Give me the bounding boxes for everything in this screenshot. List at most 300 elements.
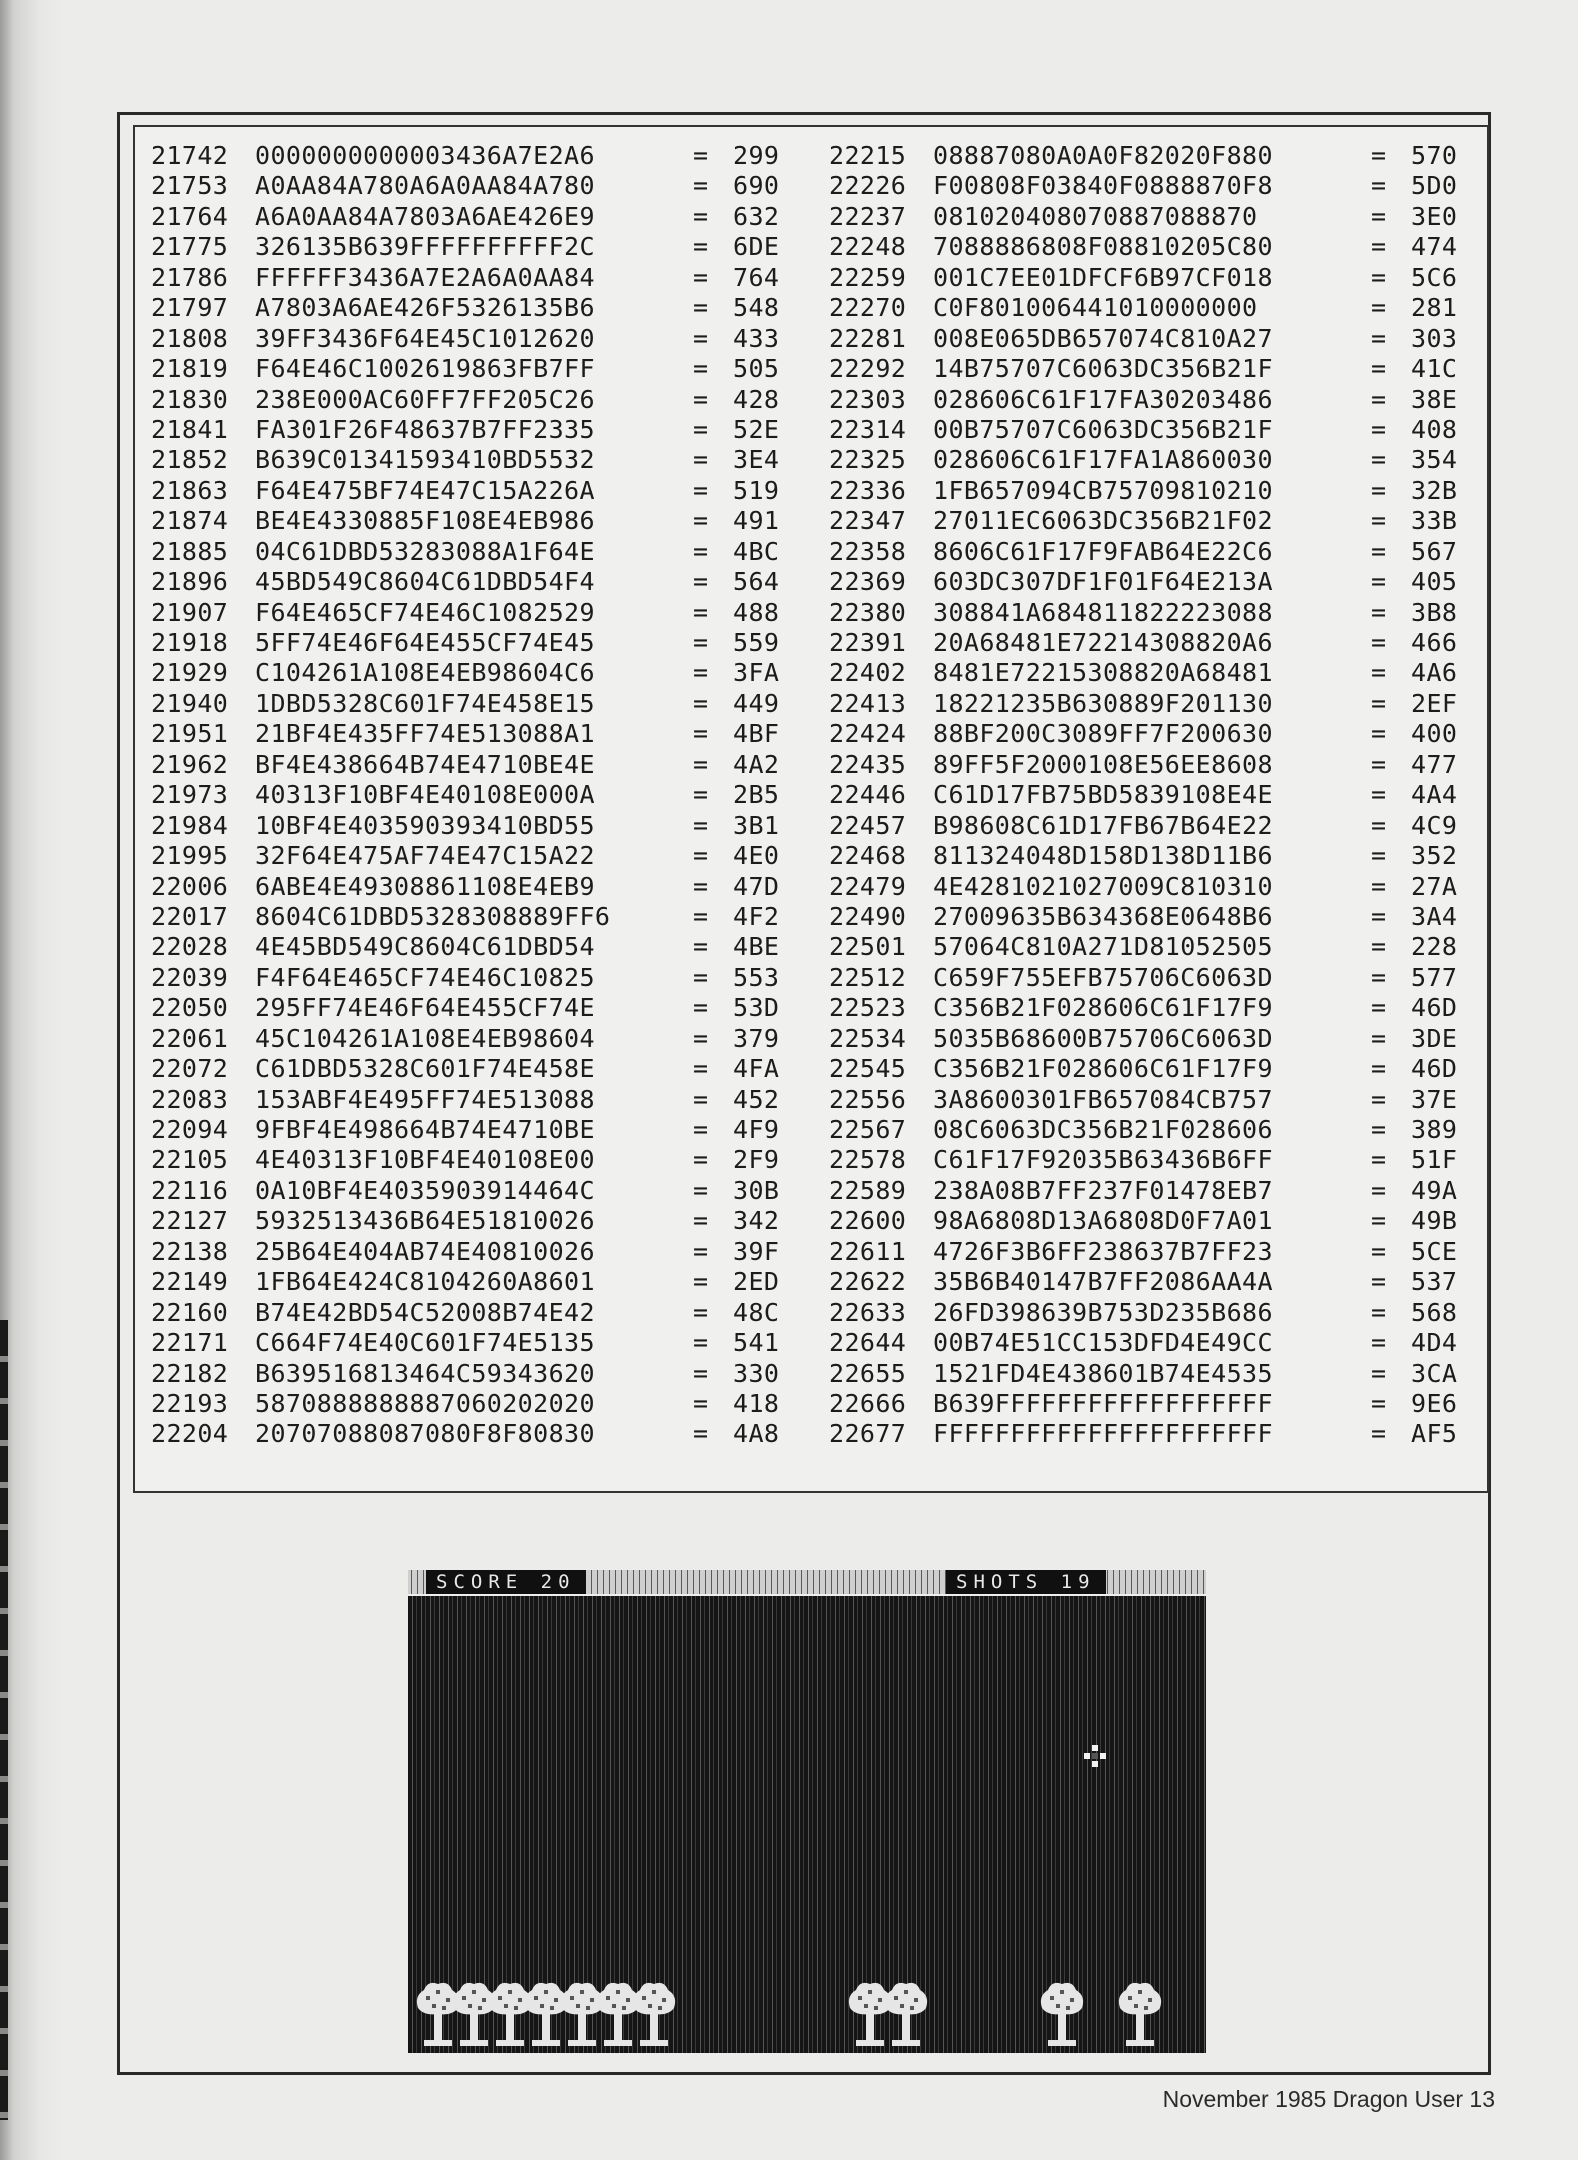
listing-row [151, 506, 793, 536]
tree-icon [561, 1983, 603, 2046]
hex-data: 008E065DB657074C810A27 [933, 323, 1273, 353]
listing-row [829, 445, 1471, 475]
hex-data: 6ABE4E49308861108E4EB9 [255, 871, 595, 901]
hex-data: F64E475BF74E47C15A226A [255, 475, 595, 505]
line-number: 22050 [151, 993, 229, 1023]
hex-data: 45BD549C8604C61DBD54F4 [255, 567, 595, 597]
hex-data: 153ABF4E495FF74E513088 [255, 1084, 595, 1114]
checksum: 352 [1411, 841, 1458, 871]
hex-data: A0AA84A780A6A0AA84A780 [255, 171, 595, 201]
hex-data: BE4E4330885F108E4EB986 [255, 506, 595, 536]
hex-data: FA301F26F48637B7FF2335 [255, 414, 595, 444]
checksum: 541 [733, 1328, 780, 1358]
checksum: 2EF [1411, 688, 1458, 718]
equals-sign: = [1371, 719, 1387, 749]
hex-data: BF4E438664B74E4710BE4E [255, 749, 595, 779]
checksum: 4D4 [1411, 1328, 1458, 1358]
hex-data: 295FF74E46F64E455CF74E [255, 993, 595, 1023]
checksum: 2ED [733, 1267, 780, 1297]
listing-row [151, 1328, 793, 1358]
checksum: 32B [1411, 475, 1458, 505]
equals-sign: = [693, 293, 709, 323]
listing-row [829, 354, 1471, 384]
equals-sign: = [1371, 141, 1387, 170]
hex-data: 081020408070887088870 [933, 201, 1258, 231]
listing-row [829, 872, 1471, 902]
listing-row [829, 1237, 1471, 1267]
listing-row [151, 1419, 793, 1449]
line-number: 21995 [151, 841, 229, 871]
equals-sign: = [693, 901, 709, 931]
checksum: 2B5 [733, 780, 780, 810]
checksum: 408 [1411, 414, 1458, 444]
listing-row [829, 932, 1471, 962]
hex-data: 9FBF4E498664B74E4710BE [255, 1115, 595, 1144]
listing-row [829, 1145, 1471, 1175]
listing-row [151, 1267, 793, 1297]
listing-column-left [151, 141, 793, 1450]
checksum: 379 [733, 1023, 780, 1053]
listing-row [829, 506, 1471, 536]
hex-data: 0000000000003436A7E2A6 [255, 141, 595, 170]
equals-sign: = [693, 810, 709, 840]
listing-row [829, 232, 1471, 262]
checksum: 389 [1411, 1115, 1458, 1144]
equals-sign: = [693, 1297, 709, 1327]
hex-data: 028606C61F17FA30203486 [933, 384, 1273, 414]
line-number: 22391 [829, 628, 907, 657]
listing-row [829, 1176, 1471, 1206]
checksum: 299 [733, 141, 780, 170]
checksum: 354 [1411, 445, 1458, 475]
checksum: 477 [1411, 749, 1458, 779]
shots-display: SHOTS 19 [946, 1570, 1106, 1594]
listing-row [151, 1206, 793, 1236]
equals-sign: = [693, 749, 709, 779]
hex-data: 20A68481E72214308820A6 [933, 628, 1273, 657]
listing-row [829, 415, 1471, 445]
hex-data: B74E42BD54C52008B74E42 [255, 1297, 595, 1327]
checksum: 53D [733, 993, 780, 1023]
hex-data: 57064C810A271D81052505 [933, 932, 1273, 962]
equals-sign: = [693, 628, 709, 657]
equals-sign: = [1371, 475, 1387, 505]
equals-sign: = [693, 323, 709, 353]
hex-data: F64E46C1002619863FB7FF [255, 354, 595, 384]
checksum: 330 [733, 1358, 780, 1388]
line-number: 22512 [829, 962, 907, 992]
line-number: 22490 [829, 901, 907, 931]
line-number: 21962 [151, 749, 229, 779]
listing-row [151, 476, 793, 506]
equals-sign: = [693, 719, 709, 749]
equals-sign: = [693, 475, 709, 505]
listing-row [829, 658, 1471, 688]
equals-sign: = [693, 597, 709, 627]
checksum: 519 [733, 475, 780, 505]
equals-sign: = [1371, 780, 1387, 810]
line-number: 21808 [151, 323, 229, 353]
checksum: AF5 [1411, 1419, 1458, 1449]
equals-sign: = [1371, 749, 1387, 779]
checksum: 3B8 [1411, 597, 1458, 627]
listing-row [829, 567, 1471, 597]
line-number: 22248 [829, 232, 907, 262]
checksum: 5CE [1411, 1236, 1458, 1266]
line-number: 21775 [151, 232, 229, 262]
line-number: 22127 [151, 1206, 229, 1236]
hex-data: 00B74E51CC153DFD4E49CC [933, 1328, 1273, 1358]
line-number: 21852 [151, 445, 229, 475]
equals-sign: = [693, 141, 709, 170]
checksum: 632 [733, 201, 780, 231]
equals-sign: = [1371, 688, 1387, 718]
equals-sign: = [693, 1328, 709, 1358]
checksum: 37E [1411, 1084, 1458, 1114]
hex-data: 14B75707C6063DC356B21F [933, 354, 1273, 384]
equals-sign: = [1371, 1267, 1387, 1297]
checksum: 428 [733, 384, 780, 414]
line-number: 21896 [151, 567, 229, 597]
hex-data: 1DBD5328C601F74E458E15 [255, 688, 595, 718]
line-number: 22457 [829, 810, 907, 840]
hex-data: FFFFFF3436A7E2A6A0AA84 [255, 262, 595, 292]
checksum: 46D [1411, 1054, 1458, 1084]
hex-data: B98608C61D17FB67B64E22 [933, 810, 1273, 840]
line-number: 21984 [151, 810, 229, 840]
checksum: 4F2 [733, 901, 780, 931]
line-number: 21940 [151, 688, 229, 718]
checksum: 537 [1411, 1267, 1458, 1297]
listing-row [151, 658, 793, 688]
hex-data: 811324048D158D138D11B6 [933, 841, 1273, 871]
equals-sign: = [1371, 1145, 1387, 1175]
line-number: 22336 [829, 475, 907, 505]
line-number: 22534 [829, 1023, 907, 1053]
checksum: 400 [1411, 719, 1458, 749]
line-number: 22006 [151, 871, 229, 901]
listing-row [151, 567, 793, 597]
listing-row [151, 1237, 793, 1267]
line-number: 22655 [829, 1358, 907, 1388]
equals-sign: = [1371, 323, 1387, 353]
listing-row [151, 719, 793, 749]
hex-data: 001C7EE01DFCF6B97CF018 [933, 262, 1273, 292]
listing-row [829, 993, 1471, 1023]
listing-row [151, 1085, 793, 1115]
checksum: 567 [1411, 536, 1458, 566]
line-number: 22380 [829, 597, 907, 627]
checksum: 568 [1411, 1297, 1458, 1327]
line-number: 22545 [829, 1054, 907, 1084]
line-number: 22061 [151, 1023, 229, 1053]
equals-sign: = [1371, 810, 1387, 840]
hex-data: C104261A108E4EB98604C6 [255, 658, 595, 688]
listing-row [151, 445, 793, 475]
equals-sign: = [1371, 262, 1387, 292]
hex-data: 0A10BF4E4035903914464C [255, 1175, 595, 1205]
line-number: 21819 [151, 354, 229, 384]
listing-row [829, 1024, 1471, 1054]
line-number: 21753 [151, 171, 229, 201]
equals-sign: = [1371, 962, 1387, 992]
listing-column-right [829, 141, 1471, 1450]
checksum: 466 [1411, 628, 1458, 657]
tree-icon [453, 1983, 495, 2046]
checksum: 4A2 [733, 749, 780, 779]
line-number: 21797 [151, 293, 229, 323]
listing-row [151, 232, 793, 262]
equals-sign: = [1371, 354, 1387, 384]
checksum: 27A [1411, 871, 1458, 901]
checksum: 4BF [733, 719, 780, 749]
equals-sign: = [693, 171, 709, 201]
listing-row [151, 263, 793, 293]
listing-row [829, 385, 1471, 415]
hex-data: C664F74E40C601F74E5135 [255, 1328, 595, 1358]
equals-sign: = [693, 1175, 709, 1205]
equals-sign: = [1371, 1023, 1387, 1053]
listing-row [829, 1389, 1471, 1419]
equals-sign: = [1371, 445, 1387, 475]
tree-icon [417, 1983, 459, 2046]
listing-row [151, 598, 793, 628]
listing-row [151, 202, 793, 232]
hex-data: A6A0AA84A7803A6AE426E9 [255, 201, 595, 231]
page-footer: November 1985 Dragon User 13 [1162, 2086, 1495, 2112]
line-number: 22017 [151, 901, 229, 931]
listing-row [151, 689, 793, 719]
line-number: 22347 [829, 506, 907, 536]
checksum: 553 [733, 962, 780, 992]
checksum: 570 [1411, 141, 1458, 170]
listing-row [151, 628, 793, 658]
equals-sign: = [1371, 871, 1387, 901]
listing-row [151, 354, 793, 384]
checksum: 48C [733, 1297, 780, 1327]
hex-data: 45C104261A108E4EB98604 [255, 1023, 595, 1053]
checksum: 764 [733, 262, 780, 292]
listing-row [151, 811, 793, 841]
hex-data: FFFFFFFFFFFFFFFFFFFFFF [933, 1419, 1273, 1449]
checksum: 4E0 [733, 841, 780, 871]
hex-data: B639516813464C59343620 [255, 1358, 595, 1388]
equals-sign: = [1371, 1297, 1387, 1327]
line-number: 22072 [151, 1054, 229, 1084]
listing-row [151, 1298, 793, 1328]
hex-data: 8604C61DBD5328308889FF6 [255, 901, 611, 931]
listing-row [151, 1145, 793, 1175]
line-number: 22105 [151, 1145, 229, 1175]
hex-data: 4726F3B6FF238637B7FF23 [933, 1236, 1273, 1266]
tree-icon [597, 1983, 639, 2046]
checksum: 4C9 [1411, 810, 1458, 840]
equals-sign: = [1371, 232, 1387, 262]
equals-sign: = [693, 658, 709, 688]
equals-sign: = [1371, 932, 1387, 962]
listing-row [151, 902, 793, 932]
listing-row [829, 1419, 1471, 1449]
listing-row [151, 1054, 793, 1084]
checksum: 491 [733, 506, 780, 536]
line-number: 22567 [829, 1115, 907, 1144]
equals-sign: = [693, 354, 709, 384]
checksum: 5C6 [1411, 262, 1458, 292]
line-number: 22523 [829, 993, 907, 1023]
checksum: 281 [1411, 293, 1458, 323]
hex-data: 028606C61F17FA1A860030 [933, 445, 1273, 475]
checksum: 49B [1411, 1206, 1458, 1236]
listing-row [151, 932, 793, 962]
tree-icon [489, 1983, 531, 2046]
line-number: 21764 [151, 201, 229, 231]
equals-sign: = [1371, 597, 1387, 627]
checksum: 4F9 [733, 1115, 780, 1144]
listing-row [151, 750, 793, 780]
listing-row [829, 841, 1471, 871]
equals-sign: = [1371, 628, 1387, 657]
line-number: 22028 [151, 932, 229, 962]
line-number: 21918 [151, 628, 229, 657]
line-number: 22215 [829, 141, 907, 170]
checksum: 474 [1411, 232, 1458, 262]
hex-data: 10BF4E403590393410BD55 [255, 810, 595, 840]
hex-data: C356B21F028606C61F17F9 [933, 1054, 1273, 1084]
checksum: 46D [1411, 993, 1458, 1023]
line-number: 22413 [829, 688, 907, 718]
line-number: 22116 [151, 1175, 229, 1205]
line-number: 22600 [829, 1206, 907, 1236]
line-number: 22666 [829, 1388, 907, 1418]
equals-sign: = [1371, 414, 1387, 444]
line-number: 22083 [151, 1084, 229, 1114]
checksum: 30B [733, 1175, 780, 1205]
hex-data: F64E465CF74E46C1082529 [255, 597, 595, 627]
hex-data: 3A8600301FB657084CB757 [933, 1084, 1273, 1114]
tree-icon [849, 1983, 891, 2046]
checksum: 4FA [733, 1054, 780, 1084]
line-number: 22094 [151, 1115, 229, 1144]
equals-sign: = [693, 201, 709, 231]
hex-data: 88BF200C3089FF7F200630 [933, 719, 1273, 749]
checksum: 4A4 [1411, 780, 1458, 810]
hex-data: F00808F03840F0888870F8 [933, 171, 1273, 201]
equals-sign: = [1371, 1115, 1387, 1144]
checksum: 228 [1411, 932, 1458, 962]
hex-data: 4E40313F10BF4E40108E00 [255, 1145, 595, 1175]
line-number: 21786 [151, 262, 229, 292]
hex-data: 5932513436B64E51810026 [255, 1206, 595, 1236]
equals-sign: = [693, 841, 709, 871]
game-screenshot [408, 1570, 1206, 2053]
equals-sign: = [693, 688, 709, 718]
hex-data: 98A6808D13A6808D0F7A01 [933, 1206, 1273, 1236]
equals-sign: = [693, 962, 709, 992]
hex-data: 20707088087080F8F80830 [255, 1419, 595, 1449]
hex-data: 7088886808F08810205C80 [933, 232, 1273, 262]
equals-sign: = [693, 932, 709, 962]
listing-row [151, 780, 793, 810]
equals-sign: = [1371, 567, 1387, 597]
hex-data: 08887080A0A0F82020F880 [933, 141, 1273, 170]
line-number: 22589 [829, 1175, 907, 1205]
listing-row [829, 324, 1471, 354]
tree-row [408, 1980, 1206, 2053]
checksum: 2F9 [733, 1145, 780, 1175]
checksum: 488 [733, 597, 780, 627]
equals-sign: = [1371, 171, 1387, 201]
line-number: 22501 [829, 932, 907, 962]
checksum: 3A4 [1411, 901, 1458, 931]
hex-data: C61D17FB75BD5839108E4E [933, 780, 1273, 810]
equals-sign: = [1371, 1236, 1387, 1266]
equals-sign: = [1371, 1388, 1387, 1418]
listing-row [829, 1328, 1471, 1358]
hex-data: 04C61DBD53283088A1F64E [255, 536, 595, 566]
line-number: 22204 [151, 1419, 229, 1449]
hex-data: 1FB657094CB75709810210 [933, 475, 1273, 505]
hex-data: 40313F10BF4E40108E000A [255, 780, 595, 810]
hex-data: C61F17F92035B63436B6FF [933, 1145, 1273, 1175]
hex-data: 89FF5F2000108E56EE8608 [933, 749, 1273, 779]
equals-sign: = [693, 506, 709, 536]
hex-data: 238E000AC60FF7FF205C26 [255, 384, 595, 414]
checksum: 452 [733, 1084, 780, 1114]
listing-row [829, 1115, 1471, 1145]
line-number: 22270 [829, 293, 907, 323]
checksum: 690 [733, 171, 780, 201]
hex-data: 5035B68600B75706C6063D [933, 1023, 1273, 1053]
line-number: 21830 [151, 384, 229, 414]
hex-data: 4E4281021027009C810310 [933, 871, 1273, 901]
equals-sign: = [693, 1084, 709, 1114]
listing-row [829, 750, 1471, 780]
hex-data: C356B21F028606C61F17F9 [933, 993, 1273, 1023]
equals-sign: = [693, 1236, 709, 1266]
hex-data: 18221235B630889F201130 [933, 688, 1273, 718]
equals-sign: = [693, 1388, 709, 1418]
checksum: 47D [733, 871, 780, 901]
listing-row [151, 1389, 793, 1419]
listing-row [829, 811, 1471, 841]
equals-sign: = [693, 780, 709, 810]
listing-row [151, 1176, 793, 1206]
checksum: 564 [733, 567, 780, 597]
listing-row [829, 1298, 1471, 1328]
checksum: 38E [1411, 384, 1458, 414]
line-number: 22138 [151, 1236, 229, 1266]
listing-row [829, 719, 1471, 749]
hex-data: 5870888888887060202020 [255, 1388, 595, 1418]
checksum: 4A8 [733, 1419, 780, 1449]
hex-data: 8481E72215308820A68481 [933, 658, 1273, 688]
checksum: 505 [733, 354, 780, 384]
listing-row [151, 415, 793, 445]
line-number: 22160 [151, 1297, 229, 1327]
tree-icon [1041, 1983, 1083, 2046]
hex-data: 27011EC6063DC356B21F02 [933, 506, 1273, 536]
listing-row [151, 841, 793, 871]
line-number: 22193 [151, 1388, 229, 1418]
equals-sign: = [693, 1206, 709, 1236]
checksum: 33B [1411, 506, 1458, 536]
checksum: 49A [1411, 1175, 1458, 1205]
equals-sign: = [1371, 993, 1387, 1023]
line-number: 22171 [151, 1328, 229, 1358]
line-number: 22556 [829, 1084, 907, 1114]
hex-data: 25B64E404AB74E40810026 [255, 1236, 595, 1266]
hex-data: 21BF4E435FF74E513088A1 [255, 719, 595, 749]
